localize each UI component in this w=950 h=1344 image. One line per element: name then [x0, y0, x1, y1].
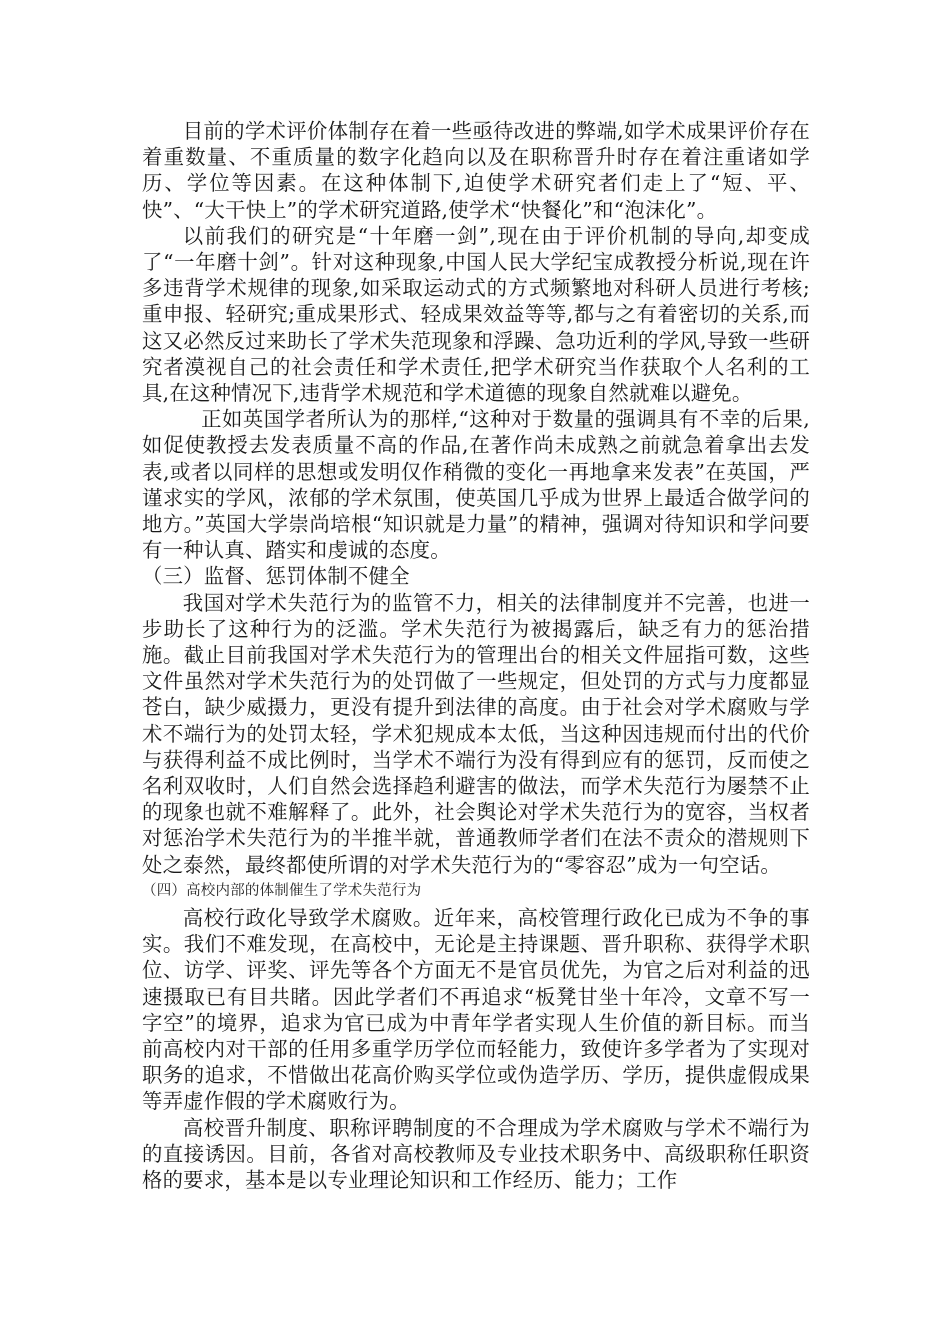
section-heading-supervision: （三）监督、惩罚体制不健全 [142, 564, 410, 589]
paragraph-evaluation-system: 目前的学术评价体制存在着一些亟待改进的弊端,如学术成果评价存在着重数量、不重质量的数字化趋向以及在职称晋升时存在着注重诸如学历、学位等因素。在这种体制下,迫使学术研究者们走上了“短、平、快”、“大干快上”的学术研究道路,使学术“快餐化”和“泡沫化”。 [142, 119, 810, 222]
paragraph-supervision: 我国对学术失范行为的监管不力，相关的法律制度并不完善，也进一步助长了这种行为的泛滥。学术失范行为被揭露后，缺乏有力的惩治措施。截止目前我国对学术失范行为的管理出台的相关文件屈指可数，这些文件虽然对学术失范行为的处罚做了一些规定，但处罚的方式与力度都显苍白，缺少威摄力，更没有提升到法律的高度。由于社会对学术腐败与学术不端行为的处罚太轻，学术犯规成本太低，当这种因违规而付出的代价与获得利益不成比例时，当学术不端行为没有得到应有的惩罚，反而使之名利双收时，人们自然会选择趋利避害的做法，而学术失范行为屡禁不止的现象也就不难解释了。此外，社会舆论对学术失范行为的宽容，当权者对惩治学术失范行为的半推半就，普通教师学者们在法不责众的潜规则下处之泰然，最终都使所谓的对学术失范行为的“零容忍”成为一句空话。 [142, 590, 810, 877]
paragraph-ten-years-sword: 以前我们的研究是“十年磨一剑”,现在由于评价机制的导向,却变成了“一年磨十剑”。针对这种现象,中国人民大学纪宝成教授分析说,现在许多违背学术规律的现象,如采取运动式的方式频繁地对科研人员进行考核;重申报、轻研究;重成果形式、轻成果效益等等,都与之有着密切的关系,而这又必然反过来助长了学术失范现象和浮躁、急功近利的学风,导致一些研究者漠视自己的社会责任和学术责任,把学术研究当作获取个人名利的工具,在这种情况下,违背学术规范和学术道德的现象自然就难以避免。 [142, 223, 810, 406]
paragraph-promotion-system: 高校晋升制度、职称评聘制度的不合理成为学术腐败与学术不端行为的直接诱因。目前，各省对高校教师及专业技术职务中、高级职称任职资格的要求，基本是以专业理论知识和工作经历、能力；工作 [142, 1115, 810, 1192]
paragraph-british-scholars: 正如英国学者所认为的那样,“这种对于数量的强调具有不幸的后果,如促使教授去发表质量不高的作品,在著作尚未成熟之前就急着拿出去发表,或者以同样的思想或发明仅作稍微的变化一再地拿来发表”在英国，严谨求实的学风，浓郁的学术氛围，使英国几乎成为世界上最适合做学问的地方。”英国大学崇尚培根“知识就是力量”的精神，强调对待知识和学问要有一种认真、踏实和虔诚的态度。 [142, 407, 810, 563]
section-heading-internal-system: （四）高校内部的体制催生了学术失范行为 [142, 882, 422, 899]
paragraph-administrative: 高校行政化导致学术腐败。近年来，高校管理行政化已成为不争的事实。我们不难发现，在高校中，无论是主持课题、晋升职称、获得学术职位、访学、评奖、评先等各个方面无不是官员优先，为官之后对利益的迅速摄取已有目共睹。因此学者们不再追求“板凳甘坐十年冷，文章不写一字空”的境界，追求为官已成为中青年学者实现人生价值的新目标。而当前高校内对干部的任用多重学历学位而轻能力，致使许多学者为了实现对职务的追求，不惜做出花高价购买学位或伪造学历、学历，提供虚假成果等弄虚作假的学术腐败行为。 [142, 905, 810, 1114]
document-page [142, 118, 810, 1193]
